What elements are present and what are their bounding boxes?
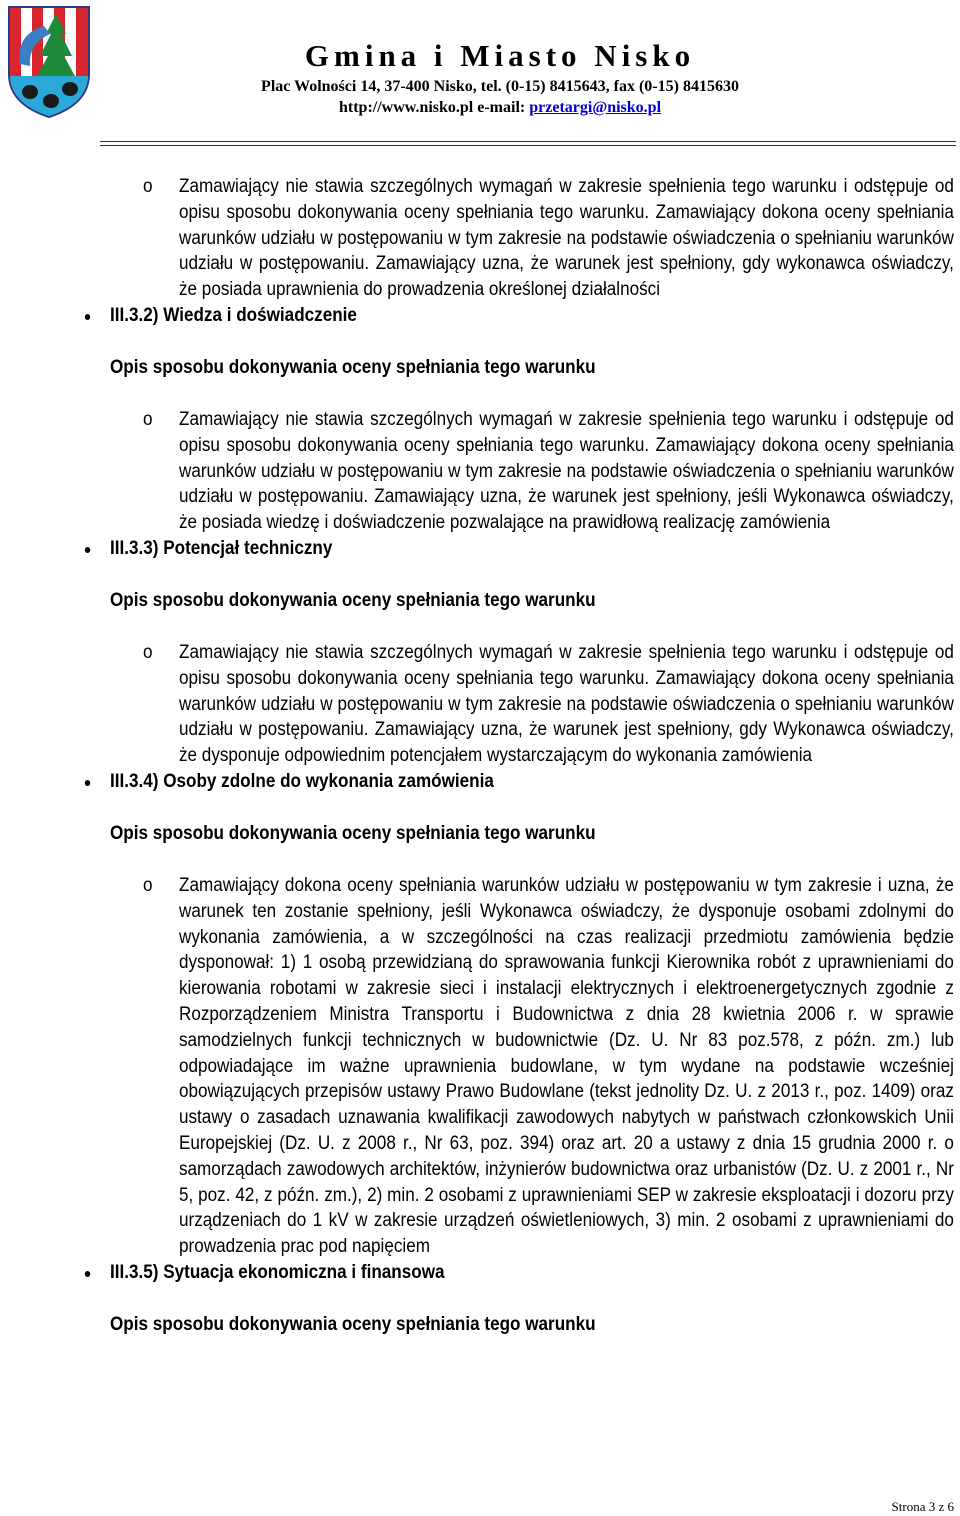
section-subheading: Opis sposobu dokonywania oceny spełniania tego warunku xyxy=(110,356,596,378)
list-item xyxy=(143,174,954,303)
header-website[interactable]: http://www.nisko.pl xyxy=(338,99,474,116)
paragraph-text: Zamawiający nie stawia szczególnych wymagań w zakresie spełnienia tego warunku i odstępuje od opisu sposobu dokonywania oceny spełniania tego warunku. Zamawiający dokona oceny spełniania warunków udziału w postępowaniu w tym zakresie na podstawie oświadczenia o spełnianiu warunków udziału w postępowaniu. Zamawiający uzna, że warunek jest spełniony, gdy wykonawca oświadczy, że posiada uprawnienia do prowadzenia określonej działalności xyxy=(179,176,954,301)
section-heading: III.3.3) Potencjał techniczny xyxy=(110,536,875,562)
section-heading: III.3.2) Wiedza i doświadczenie xyxy=(110,303,875,329)
header-email-label: e-mail: xyxy=(477,99,526,116)
section-heading: III.3.4) Osoby zdolne do wykonania zamówienia xyxy=(110,769,875,795)
section-subheading: Opis sposobu dokonywania oceny spełniania tego warunku xyxy=(110,1313,596,1335)
sub-bullet-marker: o xyxy=(143,176,153,197)
sub-bullet-marker: o xyxy=(143,641,153,663)
list-item xyxy=(143,640,954,769)
header-email-link[interactable]: przetargi@nisko.pl xyxy=(529,99,662,116)
sub-bullet-marker: o xyxy=(143,408,153,430)
bullet-icon xyxy=(85,547,90,553)
header-address: Plac Wolności 14, 37-400 Nisko, tel. (0-15) 8415643, fax (0-15) 8415630 xyxy=(261,78,739,95)
bullet-icon xyxy=(85,1271,90,1277)
paragraph-text: Zamawiający nie stawia szczególnych wymagań w zakresie spełnienia tego warunku i odstępuje od opisu sposobu dokonywania oceny spełniania tego warunku. Zamawiający dokona oceny spełniania warunków udziału w postępowaniu w tym zakresie na podstawie oświadczenia o spełnianiu warunków udziału w postępowaniu. Zamawiający uzna, że warunek jest spełniony, jeśli Wykonawca oświadczy, że posiada wiedzę i doświadczenie pozwalające na prawidłową realizację zamówienia xyxy=(179,408,954,534)
header-title: Gmina i Miasto Nisko xyxy=(304,38,696,73)
section-heading: III.3.5) Sytuacja ekonomiczna i finansowa xyxy=(110,1260,875,1286)
sub-bullet-marker: o xyxy=(143,874,153,896)
paragraph-text: Zamawiający dokona oceny spełniania warunków udziału w postępowaniu w tym zakresie i uzna, że warunek ten zostanie spełniony, jeśli Wykonawca oświadczy, że dysponuje osobami zdolnymi do wykonania zamówienia, a w szczególności na czas realizacji przedmiotu zamówienia będzie dysponował: 1) 1 osobą przewidzianą do sprawowania funkcji Kierownika robót z uprawnieniami do kierowania robotami w zakresie sieci i instalacji elektrycznych i elektroenergetycznych zgodnie z Rozporządzeniem Ministra Transportu i Budownictwa z dnia 28 kwietnia 2006 r. w sprawie samodzielnych funkcji technicznych w budownictwie (Dz. U. Nr 83 poz.578, z późn. zm.) lub odpowiadające im ważne uprawnienia budowlane, w tym wydane na podstawie wcześniej obowiązujących przepisów ustawy Prawo Budowlane (tekst jednolity Dz. U. z 2013 r., poz. 1409) oraz ustawy o zasadach uznawania kwalifikacji zawodowych nabytych w państwach członkowskich Unii Europejskiej (Dz. U. z 2008 r., Nr 63, poz. 394) oraz art. 20 a ustawy z dnia 15 grudnia 2000 r. o samorządach zawodowych architektów, inżynierów budownictwa oraz urbanistów (Dz. U. z 2001 r., Nr 5, poz. 42, z późn. zm.), 2) min. 2 osobami z uprawnieniami SEP w zakresie eksploatacji i dozoru przy urządzeniach do 1 kV w zakresie urządzeń oświetleniowych, 3) min. 2 osobami z uprawnieniami do prowadzenia prac pod napięciem xyxy=(179,874,954,1258)
section-subheading: Opis sposobu dokonywania oceny spełniania tego warunku xyxy=(110,822,596,844)
header-divider-bottom xyxy=(100,145,956,146)
list-item xyxy=(143,873,954,1260)
page-number: Strona 3 z 6 xyxy=(891,1499,954,1514)
bullet-icon xyxy=(85,780,90,786)
coat-of-arms-logo xyxy=(6,4,92,120)
header-contact xyxy=(150,98,850,118)
section-subheading: Opis sposobu dokonywania oceny spełniania tego warunku xyxy=(110,589,596,611)
bullet-icon xyxy=(85,314,90,320)
list-item xyxy=(143,407,954,536)
letterhead xyxy=(0,0,960,150)
paragraph-text: Zamawiający nie stawia szczególnych wymagań w zakresie spełnienia tego warunku i odstępuje od opisu sposobu dokonywania oceny spełniania tego warunku. Zamawiający dokona oceny spełniania warunków udziału w postępowaniu w tym zakresie na podstawie oświadczenia o spełnianiu warunków udziału w postępowaniu. Zamawiający uzna, że warunek jest spełniony, gdy Wykonawca oświadczy, że dysponuje odpowiednim potencjałem wystarczającym do wykonania zamówienia xyxy=(179,641,954,767)
header-divider-top xyxy=(100,141,956,142)
document-body xyxy=(0,174,960,1364)
